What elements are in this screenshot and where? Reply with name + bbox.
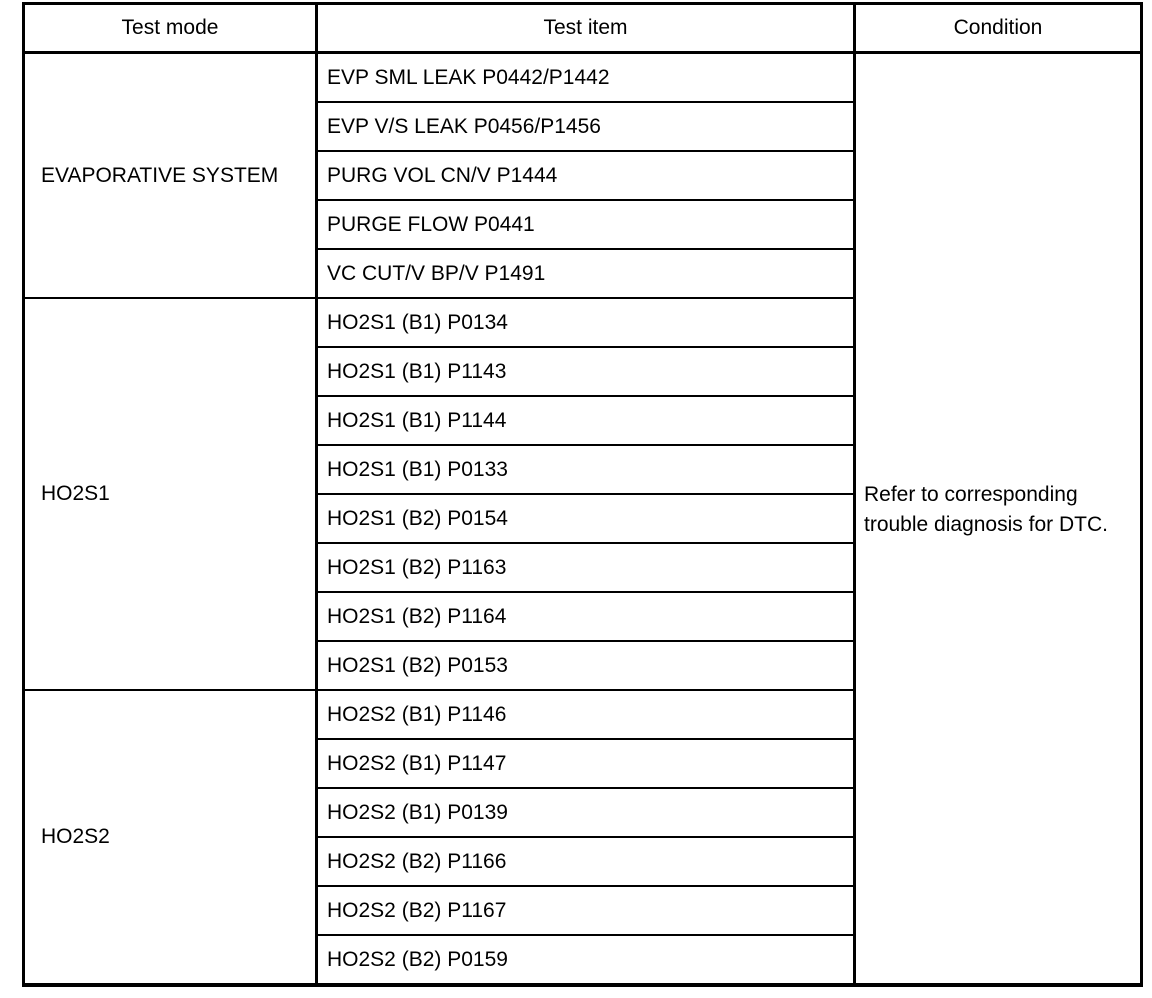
test-item: HO2S2 (B2) P1167: [317, 886, 855, 935]
test-item: HO2S1 (B1) P1144: [317, 396, 855, 445]
test-mode-evaporative-system: EVAPORATIVE SYSTEM: [24, 53, 317, 299]
test-item: HO2S1 (B1) P1143: [317, 347, 855, 396]
dtc-test-table: [22, 2, 1143, 987]
condition-cell: Refer to corresponding trouble diagnosis for DTC.: [864, 483, 1108, 536]
test-item: EVP V/S LEAK P0456/P1456: [317, 102, 855, 151]
test-item: HO2S2 (B2) P1166: [317, 837, 855, 886]
test-mode-ho2s2: HO2S2: [24, 690, 317, 985]
test-item: HO2S2 (B1) P0139: [317, 788, 855, 837]
test-item: HO2S1 (B2) P1163: [317, 543, 855, 592]
test-mode-ho2s1: HO2S1: [24, 298, 317, 690]
test-item: HO2S2 (B2) P0159: [317, 935, 855, 985]
test-item: HO2S1 (B2) P0154: [317, 494, 855, 543]
header-condition: Condition: [855, 4, 1142, 53]
test-item: VC CUT/V BP/V P1491: [317, 249, 855, 298]
test-item: HO2S2 (B1) P1147: [317, 739, 855, 788]
test-item: HO2S1 (B1) P0133: [317, 445, 855, 494]
header-row: [24, 4, 1142, 53]
test-item: HO2S1 (B2) P0153: [317, 641, 855, 690]
header-test-item: Test item: [317, 4, 855, 53]
header-test-mode: Test mode: [24, 4, 317, 53]
test-item: EVP SML LEAK P0442/P1442: [317, 53, 855, 103]
test-item: HO2S1 (B1) P0134: [317, 298, 855, 347]
table-row: [24, 53, 1142, 103]
test-item: PURGE FLOW P0441: [317, 200, 855, 249]
test-item: PURG VOL CN/V P1444: [317, 151, 855, 200]
test-item: HO2S2 (B1) P1146: [317, 690, 855, 739]
test-item: HO2S1 (B2) P1164: [317, 592, 855, 641]
